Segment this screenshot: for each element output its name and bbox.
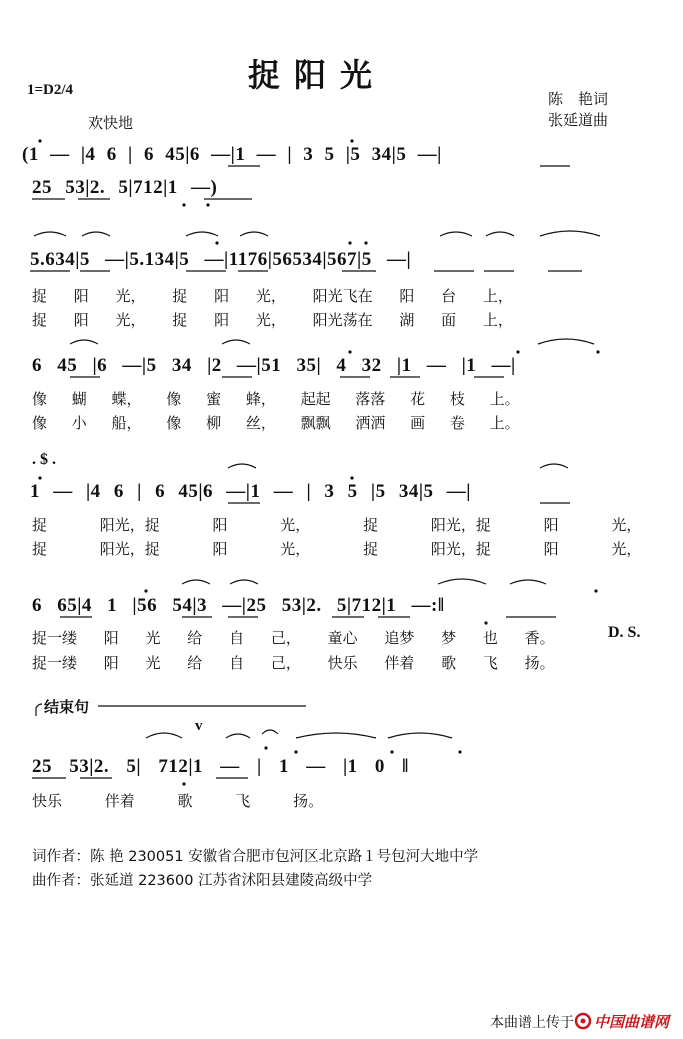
- lyrics-line-7: 快乐 伴着 歌 飞 扬。: [32, 792, 324, 810]
- lyrics-line-5-verse-1: 捉 阳光，捉 阳 光， 捉 阳光，捉 阳 光，: [32, 516, 642, 534]
- score-line-7: 25 53|2. 5| 712|1 — | 1 — |1 0 ‖: [32, 756, 409, 777]
- score-line-2: 25 53|2. 5|712|1 —): [32, 177, 218, 198]
- ds-mark: D. S.: [608, 624, 641, 641]
- tempo-marking: 欢快地: [88, 114, 134, 132]
- lyricist-credit: 陈 艳词: [548, 90, 609, 108]
- score-line-1: (1 — |4 6 | 6 45|6 —|1 — | 3 5 |5 34|5 —|: [22, 144, 442, 165]
- svg-text:中国曲谱网: 中国曲谱网: [594, 1013, 670, 1031]
- key-signature: 1=D2/4: [27, 82, 74, 98]
- upload-note: 本曲谱上传于: [490, 1015, 574, 1031]
- composer-address: 曲作者：张延道 223600 江苏省沭阳县建陵高级中学: [32, 873, 373, 889]
- ending-label: 结束句: [44, 698, 90, 716]
- score-line-3: 5.634|5 —|5.134|5 —|1176|56534|567|5 —|: [30, 249, 412, 270]
- lyrics-line-6-verse-2: 捉一缕 阳 光 给 自 己， 快乐 伴着 歌 飞 扬。: [32, 654, 555, 672]
- breath-mark: v: [195, 718, 203, 734]
- lyrics-line-3-verse-1: 捉 阳 光， 捉 阳 光， 阳光飞在 阳 台 上，: [32, 287, 513, 305]
- segno-mark: . $ .: [32, 451, 56, 468]
- lyrics-line-3-verse-2: 捉 阳 光， 捉 阳 光， 阳光荡在 湖 面 上，: [32, 311, 513, 329]
- score-line-4: 6 45 |6 —|5 34 |2 —|51 35| 4 32 |1 — |1 —|: [32, 355, 516, 376]
- lyrics-line-6-verse-1: 捉一缕 阳 光 给 自 己， 童心 追梦 梦 也 香。: [32, 629, 555, 647]
- score-line-5: 1 — |4 6 | 6 45|6 —|1 — | 3 5 |5 34|5 —|: [30, 481, 471, 502]
- lyrics-line-5-verse-2: 捉 阳光，捉 阳 光， 捉 阳光，捉 阳 光，: [32, 540, 642, 558]
- lyrics-line-4-verse-1: 像 蝴 蝶， 像 蜜 蜂， 起起 落落 花 枝 上。: [32, 390, 520, 408]
- lyrics-line-4-verse-2: 像 小 船， 像 柳 丝， 飘飘 洒洒 画 卷 上。: [32, 414, 520, 432]
- score-line-6: 6 65|4 1 |56 54|3 —|25 53|2. 5|712|1 —:‖: [32, 595, 445, 616]
- composer-credit: 张延道曲: [548, 111, 609, 129]
- lyricist-address: 词作者：陈 艳 230051 安徽省合肥市包河区北京路１号包河大地中学: [32, 849, 479, 865]
- page-title: 捉阳光: [248, 56, 387, 94]
